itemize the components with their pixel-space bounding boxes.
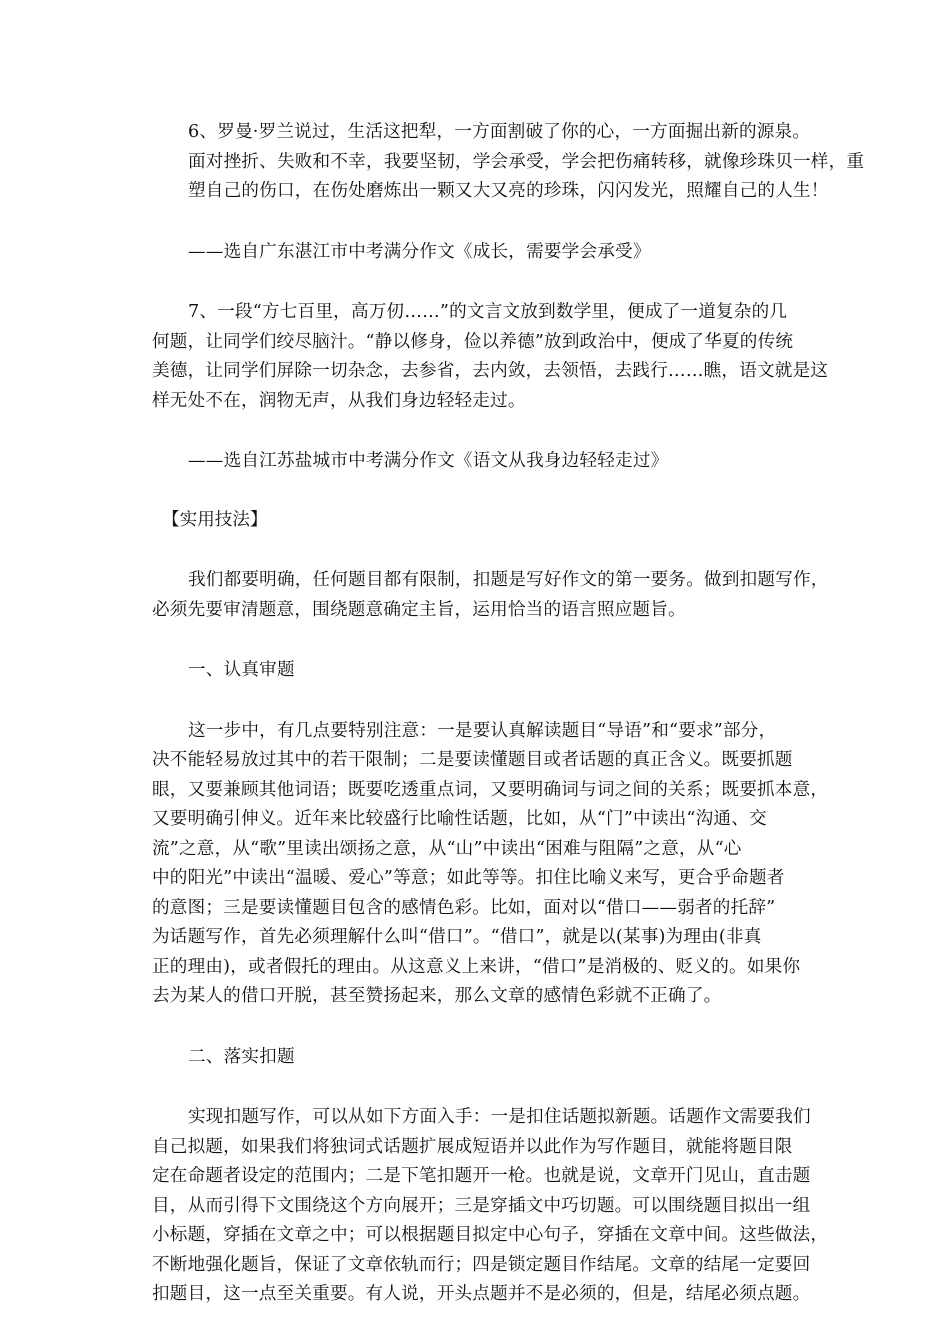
- source-citation-7: ——选自江苏盐城市中考满分作文《语文从我身边轻轻走过》: [188, 451, 669, 471]
- text-line: 正的理由)，或者假托的理由。从这意义上来讲，“借口”是消极的、贬义的。如果你: [152, 956, 801, 977]
- text-line: 小标题，穿插在文章之中；可以根据题目拟定中心句子，穿插在文章中间。这些做法，: [152, 1225, 829, 1245]
- text-line: 决不能轻易放过其中的若干限制；二是要读懂题目或者话题的真正含义。既要抓题: [152, 750, 793, 770]
- text-line: 为话题写作，首先必须理解什么叫“借口”。“借口”，就是以(某事)为理由(非真: [152, 927, 762, 947]
- subheading-1: 一、认真审题: [188, 660, 295, 680]
- text-line: 目，从而引得下文围绕这个方向展开；三是穿插文中巧切题。可以围绕题目拟出一组: [152, 1195, 811, 1216]
- text-line: 何题，让同学们绞尽脑汁。“静以修身，俭以养德”放到政治中，便成了华夏的传统: [152, 331, 794, 352]
- text-line: 中的阳光”中读出“温暖、爱心”等意；如此等等。扣住比喻义来写，更合乎命题者: [152, 868, 785, 888]
- paragraph-6: [152, 118, 865, 207]
- text-line: 实现扣题写作，可以从如下方面入手：一是扣住话题拟新题。话题作文需要我们: [188, 1107, 811, 1127]
- text-line: 不断地强化题旨，保证了文章依轨而行；四是锁定题目作结尾。文章的结尾一定要回: [152, 1254, 811, 1275]
- text-line: 样无处不在，润物无声，从我们身边轻轻走过。: [152, 390, 526, 411]
- text-line: 又要明确引伸义。近年来比较盛行比喻性话题，比如，从“门”中读出“沟通、交: [152, 809, 767, 829]
- text-line: 这一步中，有几点要特别注意：一是要认真解读题目“导语”和“要求”部分，: [188, 720, 777, 741]
- body-paragraph-2: [152, 1103, 829, 1310]
- text-line: 扣题目，这一点至关重要。有人说，开头点题并不是必须的，但是，结尾必须点题。: [152, 1284, 811, 1304]
- text-line: 去为某人的借口开脱，甚至赞扬起来，那么文章的感情色彩就不正确了。: [152, 986, 722, 1006]
- text-line: 我们都要明确，任何题目都有限制，扣题是写好作文的第一要务。做到扣题写作，: [188, 570, 829, 590]
- body-paragraph-1: [152, 717, 829, 1012]
- intro-paragraph: [152, 566, 829, 625]
- subheading-2: 二、落实扣题: [188, 1046, 295, 1067]
- section-title: 【实用技法】: [162, 509, 268, 530]
- text-line: 流”之意，从“歌”里读出颂扬之意，从“山”中读出“困难与阻隔”之意，从“心: [152, 838, 742, 859]
- text-line: 自己拟题，如果我们将独词式话题扩展成短语并以此作为写作题目，就能将题目限: [152, 1136, 793, 1157]
- text-line: 美德，让同学们屏除一切杂念，去参省，去内敛，去领悟，去践行……瞧，语文就是这: [152, 361, 829, 381]
- text-line: 6、罗曼·罗兰说过，生活这把犁，一方面割破了你的心，一方面掘出新的源泉。: [188, 122, 811, 142]
- text-line: 必须先要审清题意，围绕题意确定主旨，运用恰当的语言照应题旨。: [152, 599, 686, 620]
- text-line: 定在命题者设定的范围内；二是下笔扣题开一枪。也就是说，文章开门见山，直击题: [152, 1166, 811, 1186]
- paragraph-7: [152, 298, 829, 416]
- text-line: 眼，又要兼顾其他词语；既要吃透重点词，又要明确词与词之间的关系；既要抓本意，: [152, 779, 829, 800]
- text-line: 塑自己的伤口，在伤处磨炼出一颗又大又亮的珍珠，闪闪发光，照耀自己的人生！: [188, 181, 829, 201]
- text-line: 面对挫折、失败和不幸，我要坚韧，学会承受，学会把伤痛转移，就像珍珠贝一样，重: [188, 151, 865, 172]
- source-citation-6: ——选自广东湛江市中考满分作文《成长，需要学会承受》: [188, 241, 651, 262]
- text-line: 7、一段“方七百里，高万仞……”的文言文放到数学里，便成了一道复杂的几: [188, 302, 788, 322]
- text-line: 的意图；三是要读懂题目包含的感情色彩。比如，面对以“借口——弱者的托辞”: [152, 897, 776, 918]
